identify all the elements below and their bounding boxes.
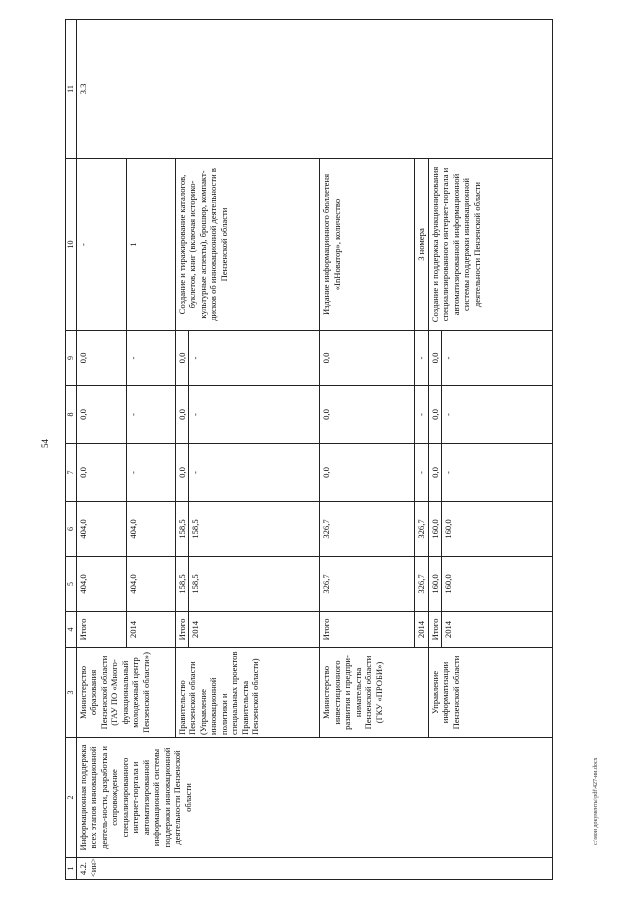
value-cell: 158,5	[189, 502, 320, 557]
value-cell: 160,0	[428, 502, 441, 557]
year-cell: 2014	[415, 612, 428, 648]
value-cell: 404,0	[126, 502, 176, 557]
table-row	[77, 20, 127, 880]
value-cell: -	[415, 386, 428, 444]
footer-file-path: c:\мои документы\pdf\427-ии.docx	[593, 757, 599, 845]
value-cell: 326,7	[320, 557, 415, 612]
value-cell: 0,0	[77, 331, 127, 386]
value-cell: -	[415, 444, 428, 502]
value-cell: -	[126, 331, 176, 386]
column-number-row	[66, 20, 77, 880]
value-cell: 160,0	[442, 557, 553, 612]
value-cell: -	[189, 386, 320, 444]
value-cell: 326,7	[415, 502, 428, 557]
year-cell: Итого	[77, 612, 127, 648]
value-cell: 158,5	[189, 557, 320, 612]
executor-name: Министерство инвестиционного развития и предпри-нимательства Пензенской области (ГКУ «ПРОБИ»)	[320, 648, 428, 738]
value-cell: 160,0	[428, 557, 441, 612]
activity-mark: <ин>	[88, 858, 99, 877]
value-cell: -	[126, 386, 176, 444]
col-number: 1	[66, 858, 77, 880]
result-cell: 3 номера	[415, 159, 428, 331]
year-cell: Итого	[428, 612, 441, 648]
value-cell: 404,0	[77, 502, 127, 557]
value-cell: 0,0	[428, 331, 441, 386]
value-cell: 0,0	[77, 386, 127, 444]
value-cell: 0,0	[320, 386, 415, 444]
activity-number-cell	[77, 858, 553, 880]
col-number: 9	[66, 331, 77, 386]
col-number: 8	[66, 386, 77, 444]
value-cell: -	[442, 444, 553, 502]
value-cell: 0,0	[428, 386, 441, 444]
value-cell: 0,0	[176, 444, 189, 502]
indicator-code: 3.3	[77, 20, 553, 159]
value-cell: 0,0	[428, 444, 441, 502]
value-cell: 0,0	[176, 386, 189, 444]
value-cell: -	[189, 331, 320, 386]
value-cell: 0,0	[176, 331, 189, 386]
col-number: 10	[66, 159, 77, 331]
year-cell: Итого	[176, 612, 189, 648]
rotated-table-wrapper	[65, 20, 595, 880]
year-cell: Итого	[320, 612, 415, 648]
value-cell: 160,0	[442, 502, 553, 557]
result-cell: Создание и тиражирование каталогов, буклетов, книг (включая историко-культурные аспекты), брошюр, компакт-дисков об инновационной деятельности в Пензенской области	[176, 159, 320, 331]
value-cell: 0,0	[77, 444, 127, 502]
result-cell: Создание и поддержка функционирования специализированного интернет-портала и автоматизированной информационной системы поддержки инновационной деятельности Пензенской области	[428, 159, 552, 331]
executor-name: Правительство Пензенской области (Управление инновационной политики и специальных проектов Правительства Пензенской области)	[176, 648, 320, 738]
value-cell: -	[189, 444, 320, 502]
col-number: 6	[66, 502, 77, 557]
value-cell: -	[442, 386, 553, 444]
col-number: 4	[66, 612, 77, 648]
result-cell: Издание информационного бюллетеня «InНоватор», количество	[320, 159, 415, 331]
value-cell: 0,0	[320, 331, 415, 386]
value-cell: -	[415, 331, 428, 386]
col-number: 2	[66, 738, 77, 858]
value-cell: -	[126, 444, 176, 502]
program-activities-table	[65, 19, 553, 880]
col-number: 5	[66, 557, 77, 612]
col-number: 11	[66, 20, 77, 159]
activity-description: Информационная поддержка всех этапов инновационной деятель-ности, разработка и сопровождение специализированного интернет-портала и автоматизированной информационной системы поддержки инновационной деятельности Пензенской области	[77, 738, 553, 858]
result-cell: -	[77, 159, 127, 331]
value-cell: -	[442, 331, 553, 386]
executor-name: Управление информатизации Пензенской области	[428, 648, 552, 738]
value-cell: 0,0	[320, 444, 415, 502]
value-cell: 158,5	[176, 557, 189, 612]
value-cell: 326,7	[320, 502, 415, 557]
executor-name: Министерство образования Пензенской области (ГАУ ПО «Много-функциональный молодежный центр Пензенской области»)	[77, 648, 176, 738]
activity-number: 4.2.	[78, 862, 88, 875]
value-cell: 158,5	[176, 502, 189, 557]
col-number: 3	[66, 648, 77, 738]
year-cell: 2014	[126, 612, 176, 648]
value-cell: 326,7	[415, 557, 428, 612]
value-cell: 404,0	[126, 557, 176, 612]
value-cell: 404,0	[77, 557, 127, 612]
page-number: 54	[40, 439, 50, 448]
result-cell: 1	[126, 159, 176, 331]
col-number: 7	[66, 444, 77, 502]
year-cell: 2014	[442, 612, 553, 648]
year-cell: 2014	[189, 612, 320, 648]
